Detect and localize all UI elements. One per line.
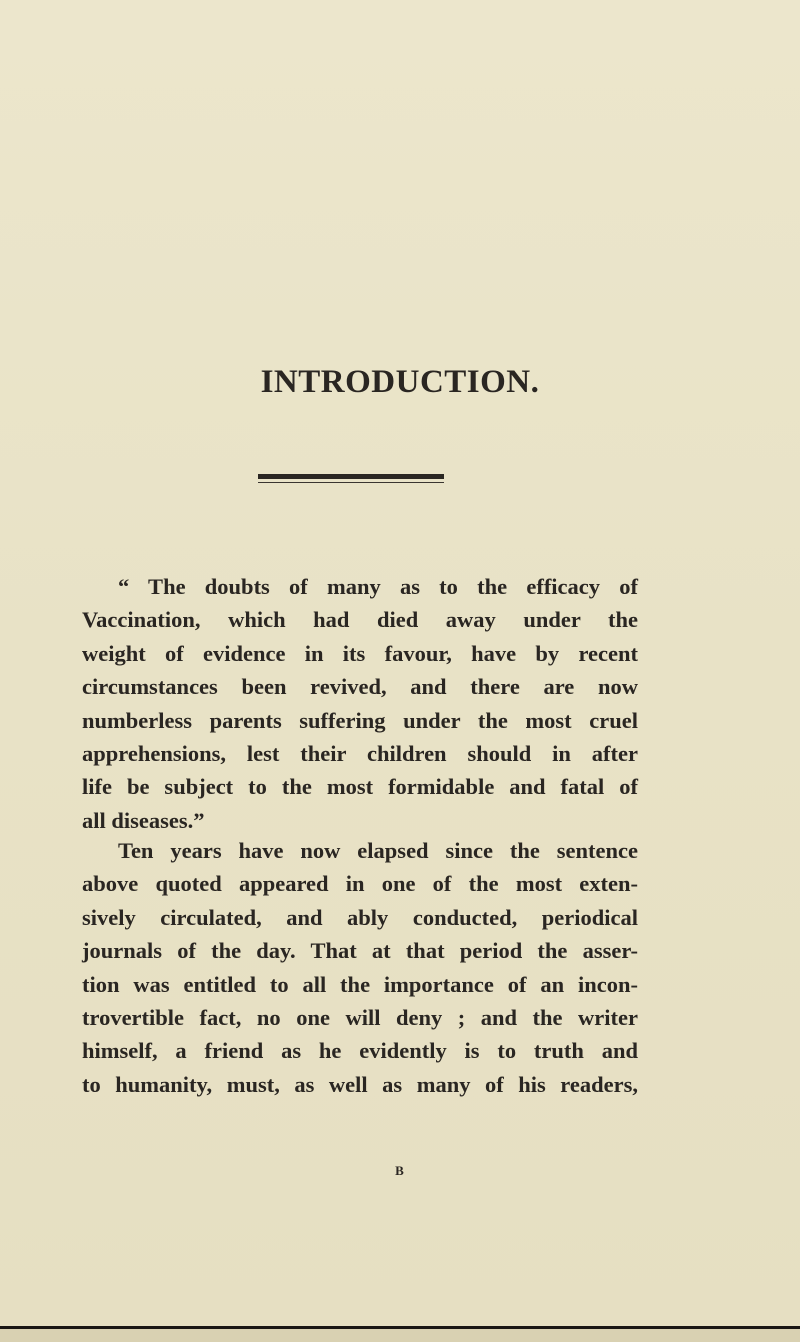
text-line: life be subject to the most formidable and fatal of: [82, 774, 638, 800]
text-line: apprehensions, lest their children should in after: [82, 740, 638, 766]
text-line: to humanity, must, as well as many of his readers,: [82, 1071, 638, 1097]
text-line: all diseases.”: [82, 807, 205, 833]
text-line: numberless parents suffering under the most cruel: [82, 707, 638, 733]
text-line: tion was entitled to all the importance of an incon-: [82, 971, 638, 997]
text-line: weight of evidence in its favour, have by recent: [82, 640, 638, 666]
quoted-paragraph: [82, 570, 638, 837]
page-bottom-margin: [0, 1329, 800, 1342]
text-line: “ The doubts of many as to the efficacy of: [118, 574, 638, 599]
text-line: Vaccination, which had died away under the: [82, 607, 638, 633]
text-line: Ten years have now elapsed since the sentence: [118, 838, 638, 863]
page-title: INTRODUCTION.: [260, 364, 540, 400]
title-rule-thick: [258, 474, 444, 479]
text-line: above quoted appeared in one of the most exten-: [82, 871, 638, 897]
text-line: trovertible fact, no one will deny ; and the writer: [82, 1004, 638, 1030]
title-rule-thin: [258, 482, 444, 483]
text-line: journals of the day. That at that period the asser-: [82, 938, 638, 964]
text-line: himself, a friend as he evidently is to truth and: [82, 1038, 638, 1064]
text-line: circumstances been revived, and there are now: [82, 674, 638, 700]
signature-mark: B: [395, 1163, 405, 1178]
body-paragraph: [82, 834, 638, 1101]
text-line: sively circulated, and ably conducted, periodical: [82, 904, 638, 930]
